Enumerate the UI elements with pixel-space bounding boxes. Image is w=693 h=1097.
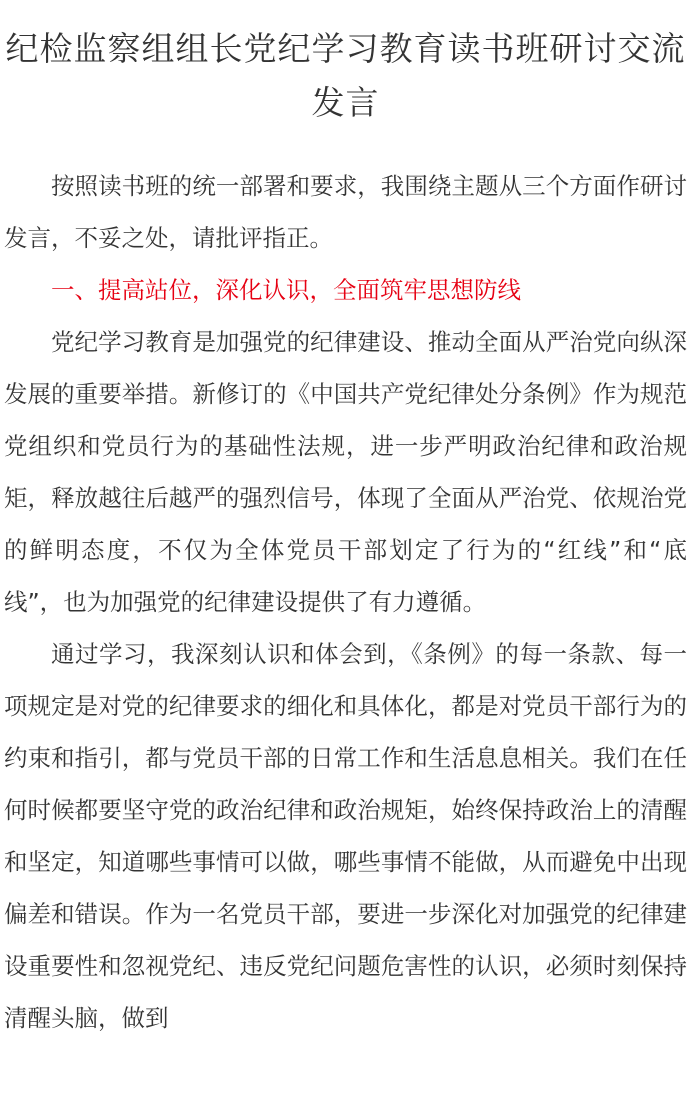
body-paragraph-1: 党纪学习教育是加强党的纪律建设、推动全面从严治党向纵深发展的重要举措。新修订的《中国共产党纪律处分条例》作为规范党组织和党员行为的基础性法规，进一步严明政治纪律和政治规矩，释放越往后越严的强烈信号，体现了全面从严治党、依规治党的鲜明态度，不仅为全体党员干部划定了行为的“红线”和“底线”，也为加强党的纪律建设提供了有力遵循。 [4, 328, 687, 616]
body-paragraph-2: 通过学习，我深刻认识和体会到，《条例》的每一条款、每一项规定是对党的纪律要求的细化和具体化，都是对党员干部行为的约束和指引，都与党员干部的日常工作和生活息息相关。我们在任何时候都要坚守党的政治纪律和政治规矩，始终保持政治上的清醒和坚定，知道哪些事情可以做，哪些事情不能做，从而避免中出现偏差和错误。作为一名党员干部，要进一步深化对加强党的纪律建设重要性和忽视党纪、违反党纪问题危害性的认识，必须时刻保持清醒头脑，做到 [4, 640, 687, 1032]
document-title: 纪检监察组组长党纪学习教育读书班研讨交流发言 [5, 29, 686, 122]
section-heading-1: 一、提高站位，深化认识，全面筑牢思想防线 [51, 276, 521, 304]
intro-paragraph: 按照读书班的统一部署和要求，我围绕主题从三个方面作研讨发言，不妥之处，请批评指正。 [4, 172, 687, 252]
